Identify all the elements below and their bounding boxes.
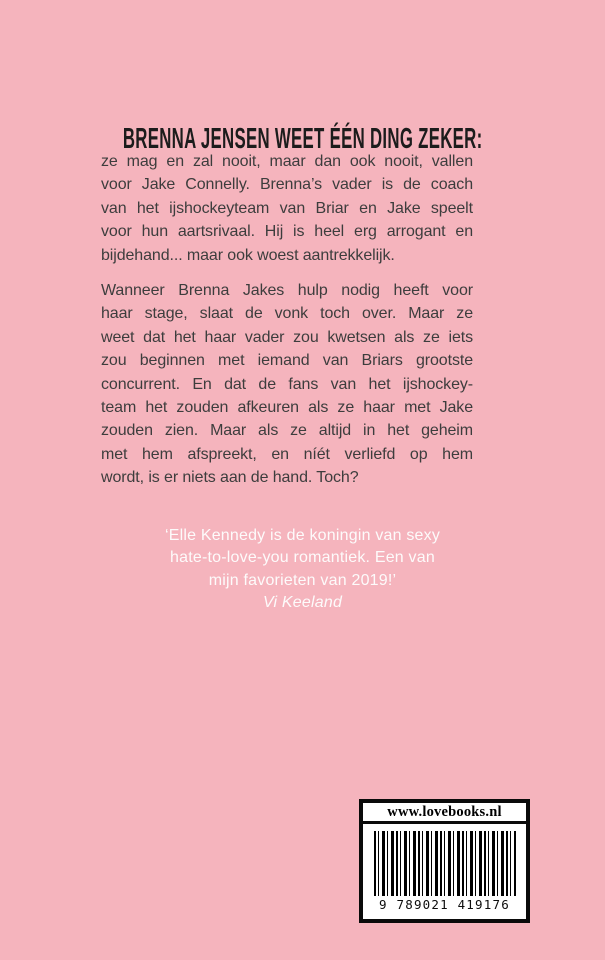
blurb-line: ze mag en zal nooit, maar dan ook nooit, vallen [101, 153, 473, 170]
blurb-line: concurrent. En dat de fans van het ijshockey- [101, 375, 473, 393]
quote-author: Vi Keeland [262, 593, 343, 611]
blurb-line: met hem afspreekt, en níét verliefd op hem [101, 445, 473, 463]
quote-line: mijn favorieten van 2019!’ [208, 571, 397, 589]
tagline-heading [0, 119, 605, 155]
review-quote [0, 525, 605, 614]
blurb-line: Wanneer Brenna Jakes hulp nodig heeft voor [101, 281, 473, 299]
barcode-isbn: 9 789021 419176 [379, 897, 510, 912]
blurb-line: wordt, is er niets aan de hand. Toch? [101, 469, 359, 487]
barcode-bars [374, 831, 516, 896]
quote-line: ‘Elle Kennedy is de koningin van sexy [164, 527, 441, 544]
blurb-line: weet dat het haar vader zou kwetsen als ze iets [101, 328, 473, 346]
blurb-line: zou beginnen met iemand van Briars grootste [101, 352, 473, 370]
blurb-line: team het zouden afkeuren als ze haar met Jake [101, 398, 473, 416]
barcode-block [359, 799, 530, 923]
barcode-panel [363, 824, 526, 919]
blurb-line: bijdehand... maar ook woest aantrekkelijk. [101, 246, 395, 264]
quote-line: hate-to-love-you romantiek. Een van [170, 549, 435, 567]
barcode-website: www.lovebooks.nl [363, 803, 526, 821]
blurb [101, 150, 473, 489]
blurb-line: van het ijshockeyteam van Briar en Jake speelt [101, 199, 473, 217]
blurb-paragraph-2 [101, 279, 473, 490]
blurb-paragraph-1 [101, 150, 473, 267]
blurb-line: voor hun aartsrivaal. Hij is heel erg arrogant en [101, 223, 473, 241]
blurb-line: zouden zien. Maar als ze altijd in het geheim [101, 422, 473, 440]
blurb-line: haar stage, slaat de vonk toch over. Maar ze [101, 305, 473, 323]
tagline-heading-text: BRENNA JENSEN WEET ÉÉN DING ZEKER: [122, 122, 483, 155]
blurb-line: voor Jake Connelly. Brenna’s vader is de coach [101, 176, 473, 194]
